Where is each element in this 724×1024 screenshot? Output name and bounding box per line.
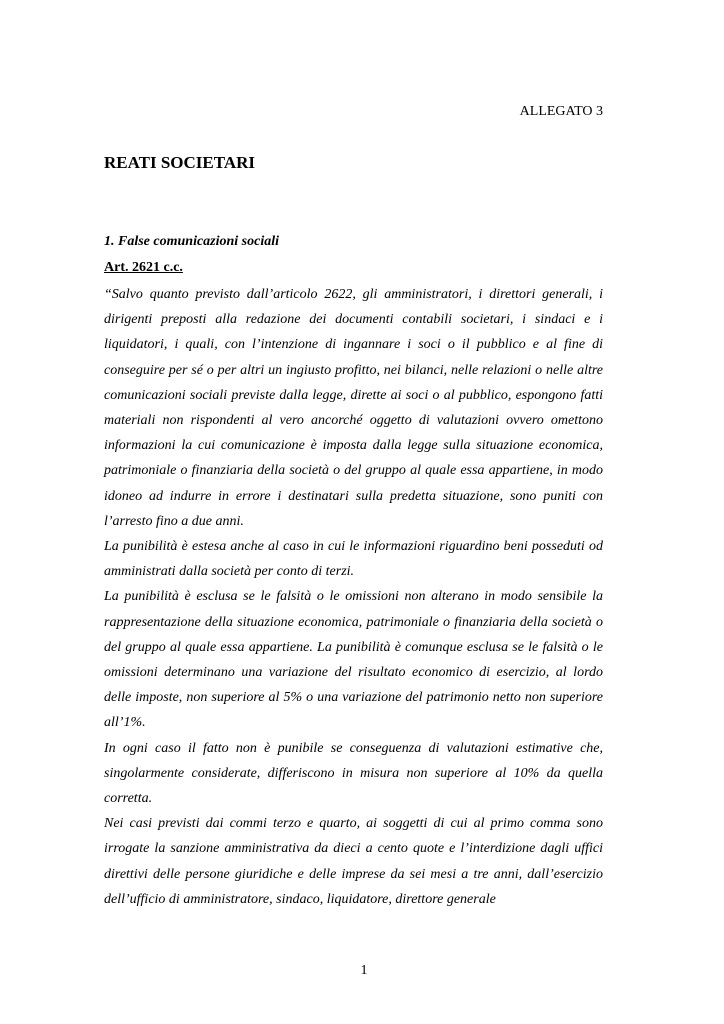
document-title: REATI SOCIETARI [104, 153, 255, 172]
annex-label: ALLEGATO 3 [519, 104, 603, 119]
article-body [104, 282, 603, 912]
page-number: 1 [360, 963, 368, 978]
paragraph: “Salvo quanto previsto dall’articolo 2622, gli amministratori, i direttori generali, i dirigenti preposti alla redazione dei documenti contabili societari, i sindaci e i liquidatori, i quali, con l’intenzione di ingannare i soci o il pubblico e al fine di conseguire per sé o per altri un ingiusto profitto, nei bilanci, nelle relazioni o nelle altre comunicazioni sociali previste dalla legge, dirette ai soci o al pubblico, espongono fatti materiali non rispondenti al vero ancorché oggetto di valutazioni ovvero omettono informazioni la cui comunicazione è imposta dalla legge sulla situazione economica, patrimoniale o finanziaria della società o del gruppo al quale essa appartiene, in modo idoneo ad indurre in errore i destinatari sulla predetta situazione, sono puniti con l’arresto fino a due anni. [104, 287, 603, 529]
paragraph: Nei casi previsti dai commi terzo e quarto, ai soggetti di cui al primo comma sono irrogate la sanzione amministrativa da dieci a cento quote e l’interdizione dagli uffici direttivi delle persone giuridiche e delle imprese da sei mesi a tre anni, dall’esercizio dell’ufficio di amministratore, sindaco, liquidatore, direttore generale [104, 816, 603, 907]
paragraph: La punibilità è esclusa se le falsità o le omissioni non alterano in modo sensibile la rappresentazione della situazione economica, patrimoniale o finanziaria della società o del gruppo al quale essa appartiene. La punibilità è comunque esclusa se le falsità o le omissioni determinano una variazione del risultato economico di esercizio, al lordo delle imposte, non superiore al 5% o una variazione del patrimonio netto non superiore all’1%. [104, 589, 603, 731]
article-reference: Art. 2621 c.c. [104, 260, 183, 275]
section-heading: 1. False comunicazioni sociali [104, 234, 280, 249]
paragraph: In ogni caso il fatto non è punibile se conseguenza di valutazioni estimative che, singolarmente considerate, differiscono in misura non superiore al 10% da quella corretta. [104, 740, 603, 807]
paragraph: La punibilità è estesa anche al caso in cui le informazioni riguardino beni posseduti od amministrati dalla società per conto di terzi. [104, 539, 603, 580]
